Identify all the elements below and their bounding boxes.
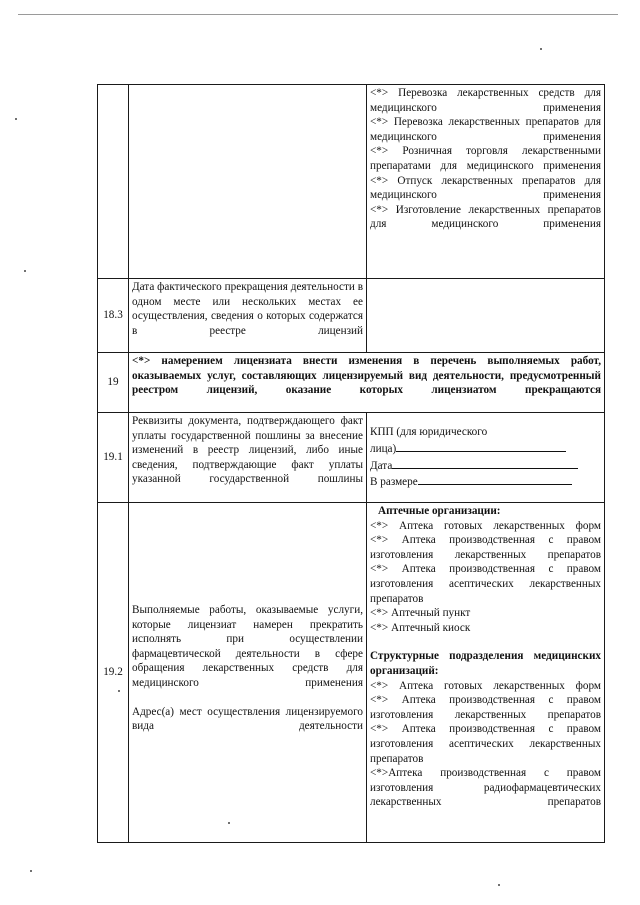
fee-fields: [367, 413, 605, 503]
scan-speck: [540, 48, 542, 50]
row-label-empty: [129, 85, 367, 279]
scan-speck: [15, 118, 17, 120]
pharmacy-option[interactable]: <*> Аптечный пункт: [370, 607, 471, 620]
row-number: 19: [98, 353, 129, 413]
table-row-19: [98, 353, 605, 413]
amount-field[interactable]: В размере: [370, 473, 601, 490]
address-label: Адрес(а) мест осуществления лицензируемого вида деятельности: [132, 705, 363, 733]
structural-option[interactable]: <*>Аптека производственная с правом изготовления радиофармацевтических лекарственных препаратов: [370, 767, 601, 809]
pharmacy-option[interactable]: <*> Аптека производственная с правом изготовления асептических лекарственных препаратов: [370, 563, 602, 605]
table-row-18-3: [98, 279, 605, 353]
scan-speck: [498, 884, 500, 886]
table-row-19-1: [98, 413, 605, 503]
page-top-rule: [18, 14, 618, 15]
row-label: Дата фактического прекращения деятельности в одном месте или нескольких местах ее осуществления, сведения о которых содержатся в реестре лицензий: [129, 279, 367, 353]
structural-option[interactable]: <*> Аптека производственная с правом изготовления лекарственных препаратов: [370, 694, 602, 721]
pharmacy-option[interactable]: <*> Аптечный киоск: [370, 621, 471, 634]
option-item: <*> Отпуск лекарственных препаратов для медицинского применения: [370, 174, 601, 202]
license-form-table: [97, 84, 605, 843]
option-item: <*> Изготовление лекарственных препаратов для медицинского применения: [370, 203, 601, 231]
section-heading: <*> намерением лицензиата внести изменения в перечень выполняемых работ, оказываемых услуг, составляющих лицензируемый вид деятельности, предусмотренный реестром лицензий, оказание которых лицензиатом прекращаются: [129, 353, 605, 413]
table-row-19-2: [98, 503, 605, 843]
option-item: <*> Перевозка лекарственных препаратов для медицинского применения: [370, 116, 602, 143]
row-value-empty[interactable]: [367, 279, 605, 353]
kpp-label: КПП (для юридического: [370, 426, 488, 439]
structural-option[interactable]: <*> Аптека готовых лекарственных форм: [370, 679, 601, 692]
scan-speck: [118, 690, 120, 692]
table-row-continuation: [98, 85, 605, 279]
row-number: 19.1: [98, 413, 129, 503]
kpp-field[interactable]: лица): [370, 440, 601, 457]
organization-options: [367, 503, 605, 843]
pharmacy-option[interactable]: <*> Аптека производственная с правом изготовления лекарственных препаратов: [370, 534, 602, 561]
pharmacy-heading: Аптечные организации:: [378, 505, 501, 517]
row-number: 19.2: [98, 503, 129, 843]
services-label: Выполняемые работы, оказываемые услуги, которые лицензиат намерен прекратить исполнять при осуществлении фармацевтической деятельности в сфере обращения лекарственных средств для медицинского применения: [132, 604, 363, 689]
row-number: 18.3: [98, 279, 129, 353]
scan-speck: [24, 270, 26, 272]
scan-speck: [30, 870, 32, 872]
structural-heading: Структурные подразделения медицинских организаций:: [370, 650, 601, 677]
pharmacy-option[interactable]: <*> Аптека готовых лекарственных форм: [370, 519, 601, 532]
structural-option[interactable]: <*> Аптека производственная с правом изготовления асептических лекарственных препаратов: [370, 723, 602, 765]
row-label: Реквизиты документа, подтверждающего факт уплаты государственной пошлины за внесение изменений в реестр лицензий, либо иные сведения, подтверждающие факт уплаты указанной государственной пошлины: [129, 413, 367, 503]
option-item: <*> Розничная торговля лекарственными препаратами для медицинского применения: [370, 145, 601, 172]
scan-speck: [228, 822, 230, 824]
row-label: [129, 503, 367, 843]
option-item: <*> Перевозка лекарственных средств для медицинского применения: [370, 87, 601, 114]
date-field[interactable]: Дата: [370, 457, 601, 474]
continuation-options: [367, 85, 605, 279]
row-number-empty: [98, 85, 129, 279]
